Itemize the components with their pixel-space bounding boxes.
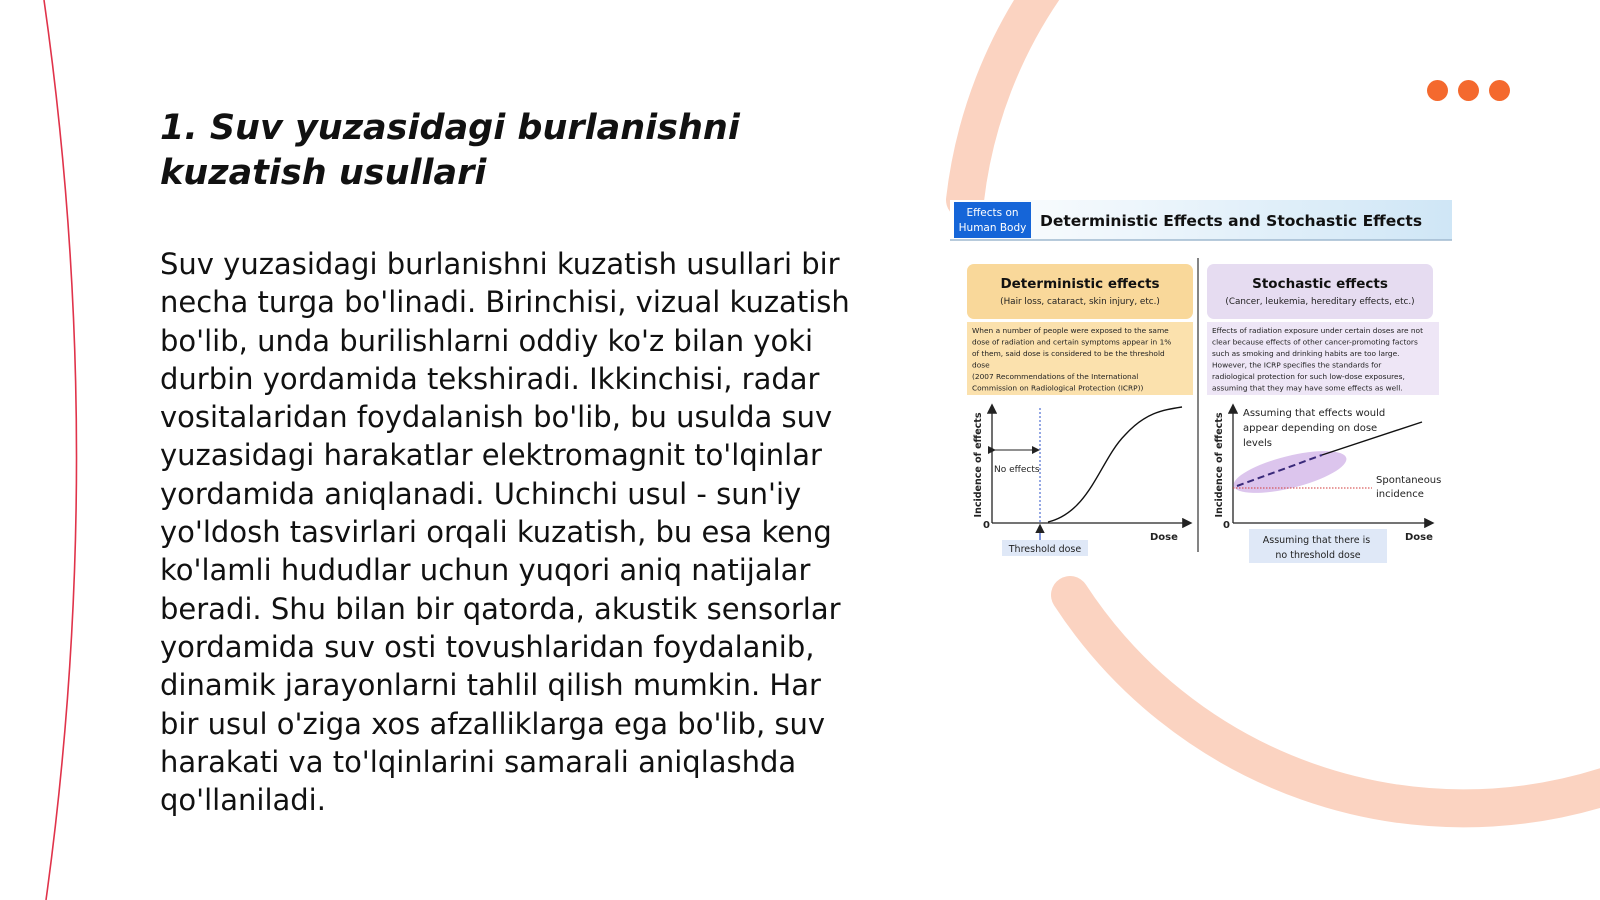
det-no-effects-label: No effects <box>994 465 1040 475</box>
sto-y-axis-label: Incidence of effects <box>1214 412 1225 518</box>
det-x-axis-label: Dose <box>1150 532 1178 543</box>
slide-title: 1. Suv yuzasidagi burlanishni kuzatish usullari <box>160 108 740 193</box>
stochastic-desc: Effects of radiation exposure under certain doses are not clear because effects of other cancer-promoting factors such as smoking and drinking habits are too large. However, the ICRP specifies the standards for radiological protection for such low-dose exposures, assuming that they may have some effects as well. <box>1212 326 1423 393</box>
dot <box>1427 80 1448 101</box>
sto-no-threshold-label: Assuming that there is no threshold dose <box>1262 535 1371 561</box>
effects-figure <box>950 200 1452 575</box>
figure-header-title: Deterministic Effects and Stochastic Effects <box>1040 212 1423 230</box>
det-y-axis-label: Incidence of effects <box>973 412 984 518</box>
red-edge-curve <box>44 0 77 900</box>
dot <box>1489 80 1510 101</box>
deterministic-title: Deterministic effects <box>1000 276 1160 292</box>
sto-spontaneous-label: Spontaneous incidence <box>1376 475 1442 500</box>
figure-tag-line1: Effects on <box>966 207 1019 219</box>
sto-origin-label: 0 <box>1223 520 1230 531</box>
stochastic-subtitle: (Cancer, leukemia, hereditary effects, etc.) <box>1225 297 1415 307</box>
slide-body-text: Suv yuzasidagi burlanishni kuzatish usullari bir necha turga bo'linadi. Birinchisi, vizual kuzatish bo'lib, unda burilishlarni oddiy ko'z bilan yoki durbin yordamida tekshiradi. Ikkinchisi, radar vositalaridan foydalanish bo'lib, bu usulda suv yuzasidagi harakatlar elektromagnit to'lqinlar yordamida aniqlanadi. Uchinchi usul - sun'iy yo'ldosh tasvirlari orqali kuzatish, bu esa keng ko'lamli hududlar uchun yuqori aniq natijalar beradi. Shu bilan bir qatorda, akustik sensorlar yordamida suv osti tovushlaridan foydalanib, dinamik jarayonlarni tahlil qilish mumkin. Har bir usul o'ziga xos afzalliklarga ega bo'lib, suv harakati va to'lqinlarini samarali aniqlashda qo'llaniladi. <box>160 247 850 818</box>
deterministic-subtitle: (Hair loss, cataract, skin injury, etc.) <box>1000 297 1160 307</box>
stochastic-title: Stochastic effects <box>1252 276 1388 292</box>
dot <box>1458 80 1479 101</box>
det-origin-label: 0 <box>983 520 990 531</box>
det-curve <box>1048 407 1182 522</box>
menu-dots-icon <box>1427 80 1510 101</box>
deterministic-desc: When a number of people were exposed to the same dose of radiation and certain symptoms appear in 1% of them, said dose is considered to be the threshold dose (2007 Recommendations of the International Commission on Radiological Protection (ICRP)) <box>972 326 1172 393</box>
figure-tag-line2: Human Body <box>958 222 1027 234</box>
det-threshold-label: Threshold dose <box>1008 544 1082 555</box>
sto-assume-note: Assuming that effects would appear depending on dose levels <box>1243 408 1386 449</box>
sto-x-axis-label: Dose <box>1405 532 1433 543</box>
